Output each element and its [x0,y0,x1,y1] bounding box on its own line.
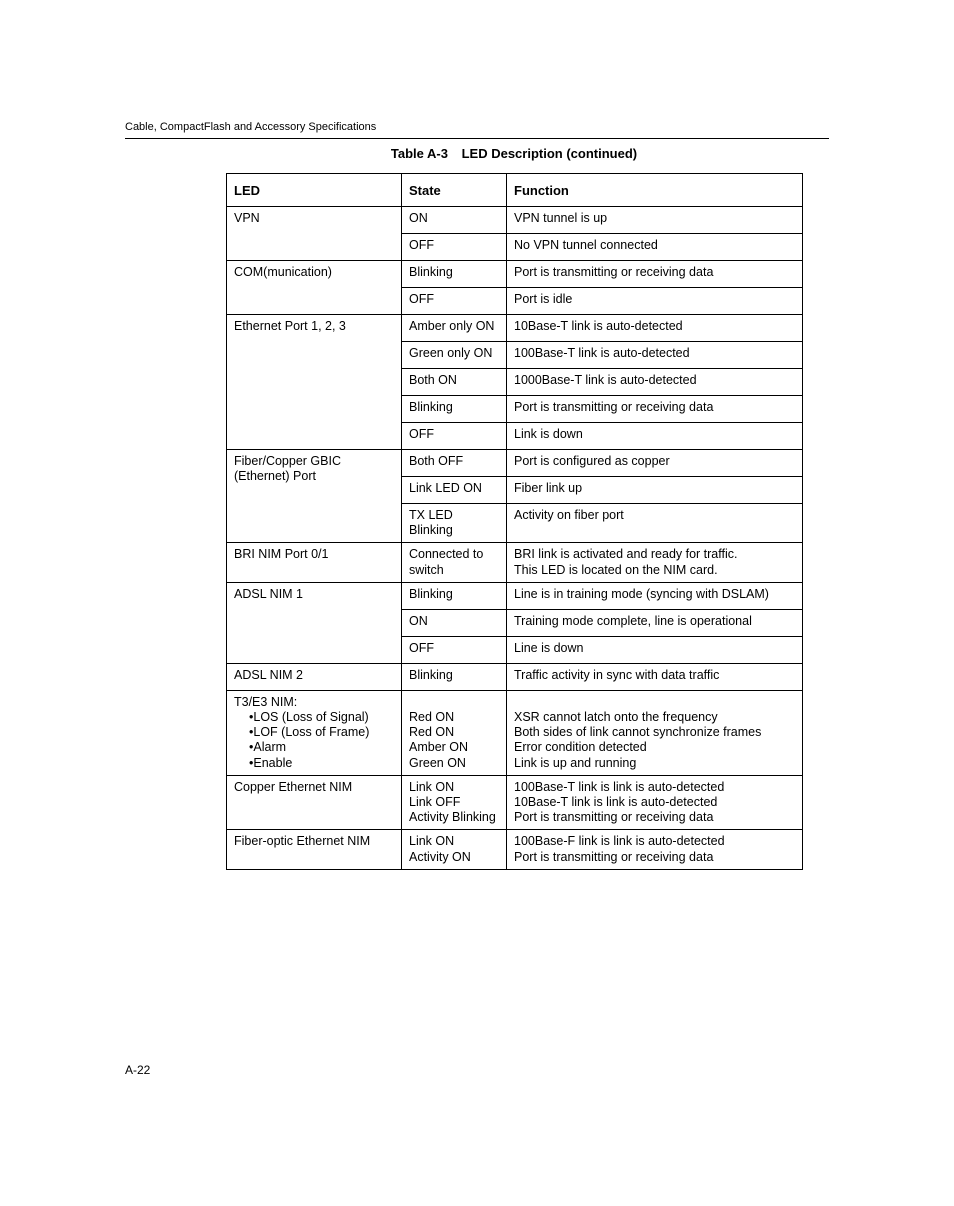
function-cell: Port is transmitting or receiving data [507,396,803,423]
state-cell: Both ON [402,369,507,396]
running-header: Cable, CompactFlash and Accessory Specifications [125,121,377,133]
table-row [227,315,803,342]
led-description-table [226,173,803,870]
led-name-cell [227,775,402,830]
state-cell: Green only ON [402,342,507,369]
led-sub-list [234,710,394,771]
column-header-state: State [402,174,507,207]
table-row [227,690,803,775]
header-rule [125,138,829,139]
state-cell: Connected to switch [402,543,507,582]
column-header-function: Function [507,174,803,207]
state-cell: ON [402,207,507,234]
table-row [227,663,803,690]
led-name: Ethernet Port 1, 2, 3 [234,319,346,333]
led-name-cell [227,315,402,450]
state-cell: Red ON Red ON Amber ON Green ON [402,690,507,775]
table-title: LED Description (continued) [461,146,638,161]
function-cell: Activity on fiber port [507,504,803,543]
led-name: VPN [234,211,260,225]
function-cell: 1000Base-T link is auto-detected [507,369,803,396]
led-name: Copper Ethernet NIM [234,779,353,794]
led-sub-item: •Enable [249,755,293,770]
led-sub-item: •LOS (Loss of Signal) [249,710,369,725]
led-name: BRI NIM Port 0/1 [234,547,329,562]
state-cell: Blinking [402,663,507,690]
function-cell: 10Base-T link is auto-detected [507,315,803,342]
state-cell: Link ON Link OFF Activity Blinking [402,775,507,830]
function-cell: 100Base-T link is link is auto-detected 10Base-T link is link is auto-detected Port is transmitting or receiving data [507,775,803,830]
function-cell: 100Base-F link is link is auto-detected Port is transmitting or receiving data [507,830,803,869]
function-cell: Port is transmitting or receiving data [507,261,803,288]
led-sub-item: •LOF (Loss of Frame) [249,725,370,740]
led-sub-item: •Alarm [249,740,287,755]
table-row [227,450,803,477]
table-number: Table A-3 [390,146,448,161]
led-name-cell [227,261,402,315]
led-name-cell [227,543,402,582]
led-name-cell [227,830,402,869]
table-row [227,543,803,582]
table-row [227,261,803,288]
led-name-cell [227,663,402,690]
function-cell: Port is idle [507,288,803,315]
column-header-led: LED [227,174,402,207]
led-name: ADSL NIM 2 [234,667,304,682]
table-row [227,775,803,830]
led-name-cell [227,582,402,663]
state-cell: OFF [402,636,507,663]
state-cell: Both OFF [402,450,507,477]
state-cell: OFF [402,288,507,315]
function-cell: Port is configured as copper [507,450,803,477]
state-cell: Blinking [402,582,507,609]
state-cell: Amber only ON [402,315,507,342]
function-cell: Line is down [507,636,803,663]
function-cell: VPN tunnel is up [507,207,803,234]
function-cell: XSR cannot latch onto the frequency Both sides of link cannot synchronize frames Error condition detected Link is up and running [507,690,803,775]
function-cell: Fiber link up [507,477,803,504]
state-cell: Blinking [402,261,507,288]
state-cell: OFF [402,423,507,450]
table-row [227,582,803,609]
state-cell: OFF [402,234,507,261]
led-name-cell [227,450,402,543]
led-name: COM(munication) [234,265,332,279]
function-cell: BRI link is activated and ready for traffic. This LED is located on the NIM card. [507,543,803,582]
function-cell: No VPN tunnel connected [507,234,803,261]
state-cell: Link ON Activity ON [402,830,507,869]
function-cell: Training mode complete, line is operational [507,609,803,636]
table-header-row [227,174,803,207]
state-cell: Blinking [402,396,507,423]
state-cell: ON [402,609,507,636]
table-row [227,830,803,869]
function-cell: Line is in training mode (syncing with DSLAM) [507,582,803,609]
led-name: ADSL NIM 1 [234,586,304,601]
led-name: Fiber-optic Ethernet NIM [234,834,371,849]
led-name: Fiber/Copper GBIC (Ethernet) Port [234,454,341,484]
led-name-cell [227,207,402,261]
state-cell: TX LED Blinking [402,504,507,543]
led-name: T3/E3 NIM: [234,694,298,709]
led-name-cell [227,690,402,775]
function-cell: 100Base-T link is auto-detected [507,342,803,369]
function-cell: Traffic activity in sync with data traffic [507,663,803,690]
state-cell: Link LED ON [402,477,507,504]
table-row [227,207,803,234]
table-body [227,207,803,870]
page-number: A-22 [125,1063,151,1077]
table-caption [226,146,802,162]
function-cell: Link is down [507,423,803,450]
